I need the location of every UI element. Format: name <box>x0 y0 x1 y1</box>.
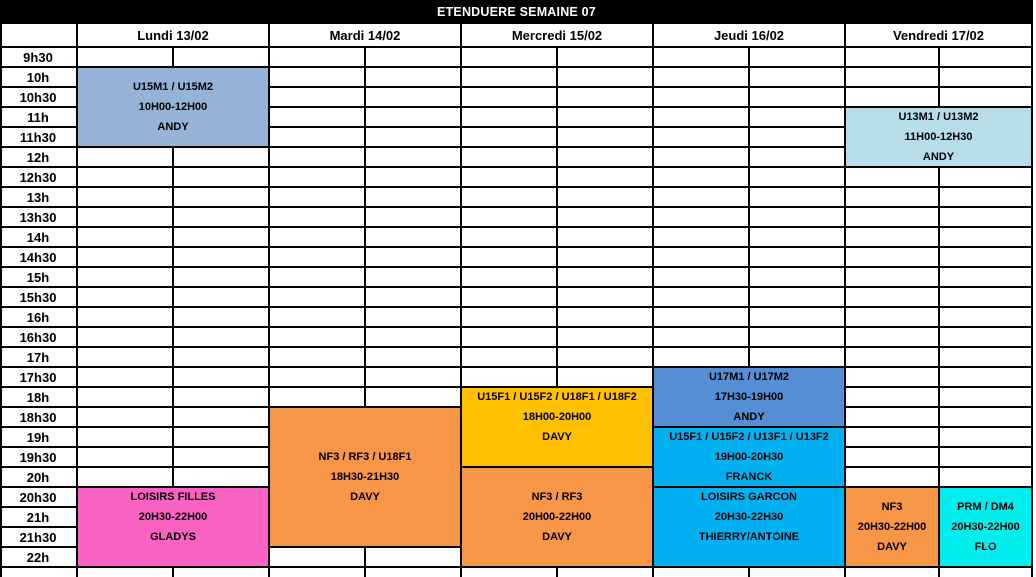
grid-line-horizontal <box>0 346 1033 348</box>
page-title: ETENDUERE SEMAINE 07 <box>0 0 1033 24</box>
event-line: 18H30-21H30 <box>330 471 400 483</box>
time-label[interactable]: 21h30 <box>0 528 76 546</box>
time-label[interactable]: 20h <box>0 468 76 486</box>
day-header-1[interactable]: Lundi 13/02 <box>78 24 268 46</box>
time-label[interactable]: 15h <box>0 268 76 286</box>
time-label[interactable]: 11h <box>0 108 76 126</box>
event-line: FLO <box>974 541 997 553</box>
event-nf3-rf3[interactable] <box>460 466 654 568</box>
event-loisirs-garcon[interactable] <box>652 486 846 568</box>
time-label[interactable]: 17h30 <box>0 368 76 386</box>
event-line: LOISIRS GARCON <box>701 491 797 503</box>
grid-line-horizontal <box>0 226 1033 228</box>
time-label[interactable]: 14h <box>0 228 76 246</box>
event-line: DAVY <box>877 541 907 553</box>
event-line: 20H30-22H00 <box>951 521 1020 533</box>
event-line: PRM / DM4 <box>957 501 1014 513</box>
day-header-4[interactable]: Jeudi 16/02 <box>654 24 844 46</box>
event-text <box>654 368 844 426</box>
event-line: 18H00-20H00 <box>522 411 592 423</box>
time-label[interactable]: 16h30 <box>0 328 76 346</box>
event-text <box>846 488 938 566</box>
time-label[interactable]: 11h30 <box>0 128 76 146</box>
event-line: DAVY <box>542 431 572 443</box>
event-line: NF3 / RF3 <box>531 491 583 503</box>
event-text <box>462 388 652 446</box>
event-line: 20H00-22H00 <box>522 511 592 523</box>
time-label[interactable]: 22h <box>0 548 76 566</box>
event-line: U15F1 / U15F2 / U18F1 / U18F2 <box>477 391 637 403</box>
event-text <box>654 488 844 546</box>
event-line: 17H30-19H00 <box>714 391 784 403</box>
event-text <box>78 488 268 546</box>
event-line: NF3 / RF3 / U18F1 <box>318 451 412 463</box>
time-label[interactable]: 18h30 <box>0 408 76 426</box>
grid-line-horizontal <box>0 306 1033 308</box>
time-label[interactable]: 14h30 <box>0 248 76 266</box>
event-line: DAVY <box>542 531 572 543</box>
event-u13m1-u13m2[interactable] <box>844 106 1033 168</box>
grid-line-horizontal <box>0 266 1033 268</box>
grid-line-horizontal <box>0 46 1033 48</box>
grid-line-horizontal <box>0 246 1033 248</box>
time-label[interactable]: 13h30 <box>0 208 76 226</box>
event-line: ANDY <box>157 121 189 133</box>
time-label[interactable]: 9h30 <box>0 48 76 66</box>
event-line: FRANCK <box>725 471 773 483</box>
event-u15f-u13f[interactable] <box>652 426 846 488</box>
day-header-5[interactable]: Vendredi 17/02 <box>846 24 1031 46</box>
time-label[interactable]: 10h <box>0 68 76 86</box>
time-label[interactable]: 17h <box>0 348 76 366</box>
time-label[interactable]: 19h30 <box>0 448 76 466</box>
day-header-3[interactable]: Mercredi 15/02 <box>462 24 652 46</box>
day-header-2[interactable]: Mardi 14/02 <box>270 24 460 46</box>
event-line: U15M1 / U15M2 <box>132 81 214 93</box>
event-u15m1-u15m2[interactable] <box>76 66 270 148</box>
time-label[interactable]: 18h <box>0 388 76 406</box>
event-line: LOISIRS FILLES <box>130 491 216 503</box>
grid-line-horizontal <box>0 326 1033 328</box>
event-line: THIERRY/ANTOINE <box>698 531 800 543</box>
event-line: 11H00-12H30 <box>904 131 973 143</box>
event-line: DAVY <box>350 491 380 503</box>
time-label[interactable]: 19h <box>0 428 76 446</box>
event-text <box>78 68 268 146</box>
event-text <box>940 488 1031 566</box>
event-nf3-rf3-u18f1[interactable] <box>268 406 462 548</box>
event-line: 20H30-22H00 <box>138 511 208 523</box>
event-prm-dm4[interactable] <box>938 486 1033 568</box>
time-label[interactable]: 12h30 <box>0 168 76 186</box>
event-text <box>654 428 844 486</box>
event-line: 10H00-12H00 <box>138 101 208 113</box>
event-u15f-u18f[interactable] <box>460 386 654 468</box>
event-text <box>462 468 652 566</box>
event-u17m1-u17m2[interactable] <box>652 366 846 428</box>
time-label[interactable]: 15h30 <box>0 288 76 306</box>
event-line: ANDY <box>922 151 955 163</box>
event-nf3-vendredi[interactable] <box>844 486 940 568</box>
event-text <box>270 408 460 546</box>
event-loisirs-filles[interactable] <box>76 486 270 568</box>
event-line: 20H30-22H00 <box>857 521 927 533</box>
grid-line-horizontal <box>0 206 1033 208</box>
event-line: U13M1 / U13M2 <box>898 111 979 123</box>
event-line: U17M1 / U17M2 <box>708 371 790 383</box>
event-line: ANDY <box>733 411 765 423</box>
event-line: U15F1 / U15F2 / U13F1 / U13F2 <box>669 431 829 443</box>
time-label[interactable]: 12h <box>0 148 76 166</box>
time-label[interactable]: 13h <box>0 188 76 206</box>
event-text <box>846 108 1031 166</box>
grid-line-horizontal <box>0 186 1033 188</box>
event-line: GLADYS <box>150 531 196 543</box>
time-label[interactable]: 10h30 <box>0 88 76 106</box>
event-line: NF3 <box>881 501 903 513</box>
time-label[interactable]: 21h <box>0 508 76 526</box>
grid-line-horizontal <box>0 286 1033 288</box>
grid-line-horizontal <box>0 366 1033 368</box>
time-label[interactable]: 16h <box>0 308 76 326</box>
event-line: 19H00-20H30 <box>714 451 784 463</box>
time-label[interactable]: 20h30 <box>0 488 76 506</box>
event-line: 20H30-22H30 <box>714 511 784 523</box>
grid-line-vertical <box>0 24 2 577</box>
